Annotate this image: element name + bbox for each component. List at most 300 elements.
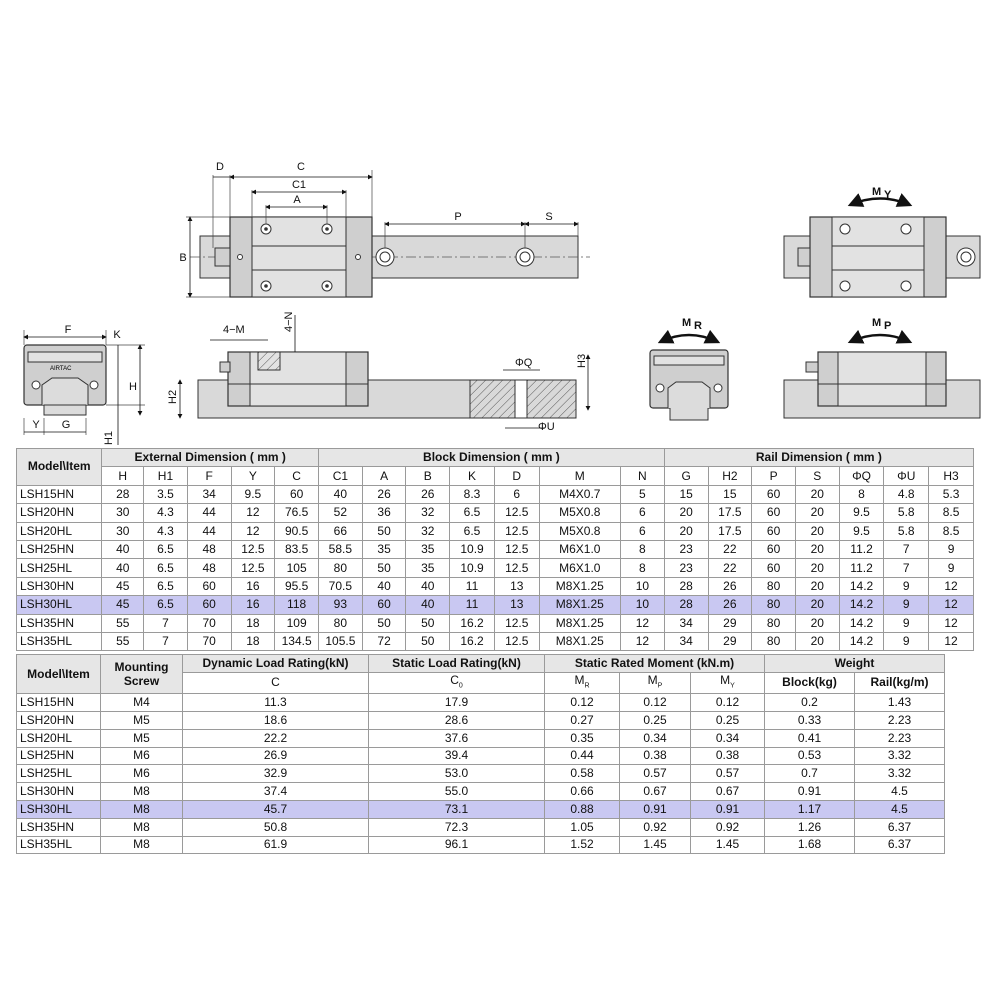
t2-value-cell: 0.66 [545, 783, 620, 801]
t1-value-cell: 12 [231, 522, 275, 540]
t1-value-cell: 80 [752, 577, 796, 595]
t1-value-cell: 40 [362, 577, 406, 595]
t1-value-cell: 60 [752, 540, 796, 558]
t1-value-cell: 11 [450, 577, 495, 595]
t1-value-cell: 20 [664, 522, 708, 540]
t1-value-cell: 12 [929, 614, 974, 632]
t2-model-cell: LSH30HL [17, 800, 101, 818]
t1-value-cell: 50 [362, 559, 406, 577]
t1-value-cell: 60 [752, 559, 796, 577]
t1-value-cell: 9 [929, 540, 974, 558]
t1-value-cell: 105.5 [319, 632, 363, 650]
t1-col-header: K [450, 467, 495, 485]
t1-value-cell: 17.5 [708, 522, 752, 540]
t1-value-cell: 10.9 [450, 559, 495, 577]
t2-value-cell: M8 [101, 783, 183, 801]
t2-model-cell: LSH20HL [17, 729, 101, 747]
front-view-drawing [24, 324, 145, 445]
t1-value-cell: 10.9 [450, 540, 495, 558]
t1-value-cell: 34 [664, 614, 708, 632]
t2-value-cell: 0.92 [620, 818, 691, 836]
t1-value-cell: 60 [752, 522, 796, 540]
t1-value-cell: 72 [362, 632, 406, 650]
t1-value-cell: 29 [708, 632, 752, 650]
t1-model-cell: LSH30HN [17, 577, 102, 595]
t2-value-cell: 2.23 [855, 729, 945, 747]
t2-value-cell: 0.2 [765, 694, 855, 712]
t1-value-cell: 8 [839, 485, 884, 503]
t1-value-cell: 60 [752, 504, 796, 522]
t2-value-cell: 0.25 [620, 711, 691, 729]
t2-value-cell: 0.67 [691, 783, 765, 801]
t2-value-cell: M4 [101, 694, 183, 712]
t1-value-cell: 9 [884, 577, 929, 595]
t1-value-cell: 35 [406, 540, 450, 558]
t1-value-cell: 20 [795, 485, 839, 503]
t1-value-cell: 3.5 [144, 485, 188, 503]
t2-value-cell: 0.38 [620, 747, 691, 765]
t1-model-cell: LSH25HL [17, 559, 102, 577]
t1-value-cell: 14.2 [839, 596, 884, 614]
t1-col-header: H [102, 467, 144, 485]
top-view-drawing [179, 161, 590, 297]
t1-value-cell: 44 [187, 504, 231, 522]
t1-value-cell: 60 [187, 577, 231, 595]
t2-value-cell: 0.25 [691, 711, 765, 729]
t1-value-cell: M6X1.0 [539, 540, 620, 558]
t1-value-cell: 6 [620, 522, 664, 540]
t1-value-cell: M4X0.7 [539, 485, 620, 503]
t1-value-cell: 40 [406, 596, 450, 614]
t1-value-cell: 4.8 [884, 485, 929, 503]
t1-value-cell: 20 [795, 614, 839, 632]
t1-value-cell: 93 [319, 596, 363, 614]
t1-value-cell: 15 [708, 485, 752, 503]
t2-value-cell: 3.32 [855, 747, 945, 765]
t1-value-cell: 8 [620, 559, 664, 577]
t1-value-cell: 29 [708, 614, 752, 632]
t1-value-cell: 60 [752, 485, 796, 503]
t2-value-cell: 45.7 [183, 800, 369, 818]
t2-value-cell: 4.5 [855, 800, 945, 818]
t2-value-cell: 0.67 [620, 783, 691, 801]
t2-value-cell: 61.9 [183, 836, 369, 854]
label-A: A [293, 194, 301, 206]
t1-table-row [17, 540, 974, 558]
t1-value-cell: 48 [187, 559, 231, 577]
label-MY-sub: Y [884, 189, 892, 201]
t1-value-cell: 60 [187, 596, 231, 614]
t1-value-cell: 52 [319, 504, 363, 522]
t1-value-cell: 32 [406, 504, 450, 522]
t1-value-cell: 28 [664, 577, 708, 595]
t1-value-cell: 9 [884, 614, 929, 632]
t1-value-cell: 80 [319, 614, 363, 632]
t2-value-cell: M6 [101, 765, 183, 783]
label-S: S [545, 211, 553, 223]
t1-value-cell: 20 [664, 504, 708, 522]
t1-value-cell: 9.5 [231, 485, 275, 503]
t1-value-cell: 70 [187, 614, 231, 632]
t2-mounting-screw-header: Mounting Screw [101, 655, 183, 694]
t2-sub-rail-kgm: Rail(kg/m) [855, 672, 945, 693]
t1-model-cell: LSH20HL [17, 522, 102, 540]
t1-value-cell: 40 [319, 485, 363, 503]
t2-dynamic-load-header: Dynamic Load Rating(kN) [183, 655, 369, 673]
t1-value-cell: 12 [231, 504, 275, 522]
t2-model-cell: LSH35HN [17, 818, 101, 836]
t1-value-cell: 109 [275, 614, 319, 632]
t2-value-cell: 1.05 [545, 818, 620, 836]
t1-value-cell: 9.5 [839, 522, 884, 540]
t1-value-cell: 35 [406, 559, 450, 577]
label-F: F [64, 324, 72, 336]
label-C: C [297, 161, 305, 173]
t2-value-cell: 1.17 [765, 800, 855, 818]
t1-value-cell: 55 [102, 632, 144, 650]
t2-value-cell: 55.0 [369, 783, 545, 801]
t1-value-cell: 12.5 [494, 540, 539, 558]
label-PhiU: ΦU [538, 421, 555, 433]
t1-value-cell: 5.8 [884, 504, 929, 522]
t2-value-cell: 6.37 [855, 836, 945, 854]
t1-value-cell: 5.8 [884, 522, 929, 540]
t1-external-dimension-header: External Dimension ( mm ) [102, 449, 319, 467]
t1-value-cell: 16 [231, 577, 275, 595]
t1-value-cell: 11 [450, 596, 495, 614]
t1-value-cell: 40 [102, 559, 144, 577]
t1-value-cell: 40 [406, 577, 450, 595]
t1-value-cell: 16.2 [450, 632, 495, 650]
t1-value-cell: 14.2 [839, 577, 884, 595]
t1-table-row [17, 504, 974, 522]
t1-value-cell: 14.2 [839, 614, 884, 632]
t1-value-cell: 12.5 [494, 614, 539, 632]
t2-value-cell: 0.27 [545, 711, 620, 729]
t1-value-cell: M8X1.25 [539, 632, 620, 650]
t2-value-cell: 0.88 [545, 800, 620, 818]
t2-table-row [17, 747, 945, 765]
label-MR-sub: R [694, 320, 702, 332]
t1-table-row [17, 596, 974, 614]
t1-value-cell: 13 [494, 577, 539, 595]
t2-model-cell: LSH35HL [17, 836, 101, 854]
t1-value-cell: 50 [406, 614, 450, 632]
t1-value-cell: 7 [884, 559, 929, 577]
t1-value-cell: 134.5 [275, 632, 319, 650]
t1-value-cell: 5 [620, 485, 664, 503]
t1-value-cell: 34 [664, 632, 708, 650]
t1-value-cell: 28 [102, 485, 144, 503]
t1-value-cell: 76.5 [275, 504, 319, 522]
t1-value-cell: 12.5 [494, 632, 539, 650]
t1-value-cell: 12 [929, 596, 974, 614]
t1-col-header: F [187, 467, 231, 485]
t1-value-cell: 90.5 [275, 522, 319, 540]
t1-value-cell: 7 [144, 632, 188, 650]
t2-sub-my: $M_Y$ [691, 672, 765, 693]
t1-value-cell: 20 [795, 577, 839, 595]
t1-col-header: C1 [319, 467, 363, 485]
t2-value-cell: 11.3 [183, 694, 369, 712]
t1-corner-header: Model\Item [17, 449, 102, 486]
t1-col-header: Y [231, 467, 275, 485]
t1-table-row [17, 485, 974, 503]
label-Y: Y [32, 419, 40, 431]
t1-table-row [17, 559, 974, 577]
t1-value-cell: 80 [752, 596, 796, 614]
t1-value-cell: 12.5 [494, 504, 539, 522]
t1-value-cell: 26 [362, 485, 406, 503]
t1-value-cell: 60 [275, 485, 319, 503]
t1-value-cell: 58.5 [319, 540, 363, 558]
t1-col-header: M [539, 467, 620, 485]
t1-value-cell: 6 [620, 504, 664, 522]
t1-value-cell: M6X1.0 [539, 559, 620, 577]
t1-col-header: H2 [708, 467, 752, 485]
load-rating-table [16, 654, 945, 854]
t1-value-cell: 70 [187, 632, 231, 650]
t1-col-header: ΦQ [839, 467, 884, 485]
t1-value-cell: 12.5 [231, 559, 275, 577]
t1-value-cell: 45 [102, 577, 144, 595]
label-H: H [129, 381, 137, 393]
t1-value-cell: 20 [795, 559, 839, 577]
t2-value-cell: 96.1 [369, 836, 545, 854]
t2-value-cell: 3.32 [855, 765, 945, 783]
t1-value-cell: 4.3 [144, 522, 188, 540]
t1-value-cell: 12 [929, 577, 974, 595]
t2-value-cell: M8 [101, 818, 183, 836]
t1-value-cell: 118 [275, 596, 319, 614]
t2-value-cell: 37.6 [369, 729, 545, 747]
t2-value-cell: 1.45 [620, 836, 691, 854]
t2-value-cell: 50.8 [183, 818, 369, 836]
t1-table-row [17, 614, 974, 632]
t2-value-cell: 0.12 [620, 694, 691, 712]
label-H2: H2 [167, 389, 179, 404]
t1-value-cell: M8X1.25 [539, 596, 620, 614]
label-C1: C1 [291, 179, 307, 191]
t1-value-cell: 20 [795, 596, 839, 614]
t1-value-cell: 11.2 [839, 540, 884, 558]
t2-value-cell: 39.4 [369, 747, 545, 765]
t1-value-cell: 50 [362, 614, 406, 632]
t1-value-cell: 35 [362, 540, 406, 558]
moment-mr-drawing [650, 317, 728, 420]
t1-value-cell: 48 [187, 540, 231, 558]
t1-value-cell: 18 [231, 632, 275, 650]
t1-value-cell: 23 [664, 559, 708, 577]
t2-value-cell: 72.3 [369, 818, 545, 836]
t2-value-cell: M5 [101, 711, 183, 729]
t1-value-cell: 26 [406, 485, 450, 503]
t2-value-cell: 28.6 [369, 711, 545, 729]
t2-value-cell: 0.34 [620, 729, 691, 747]
t1-value-cell: 55 [102, 614, 144, 632]
t1-value-cell: 32 [406, 522, 450, 540]
t1-value-cell: 9 [884, 632, 929, 650]
t2-value-cell: 1.43 [855, 694, 945, 712]
t1-value-cell: 6 [494, 485, 539, 503]
t2-value-cell: 26.9 [183, 747, 369, 765]
t2-value-cell: 0.12 [545, 694, 620, 712]
t1-value-cell: 30 [102, 504, 144, 522]
label-K: K [113, 329, 121, 341]
t1-value-cell: 6.5 [144, 577, 188, 595]
t1-value-cell: 6.5 [144, 596, 188, 614]
t1-value-cell: 80 [752, 614, 796, 632]
t1-value-cell: 9 [929, 559, 974, 577]
t1-value-cell: 16 [231, 596, 275, 614]
t1-value-cell: 13 [494, 596, 539, 614]
t1-value-cell: 8.3 [450, 485, 495, 503]
t2-sub-block-kg: Block(kg) [765, 672, 855, 693]
t2-value-cell: M8 [101, 800, 183, 818]
t1-value-cell: 66 [319, 522, 363, 540]
t1-value-cell: 22 [708, 559, 752, 577]
t1-value-cell: 10 [620, 577, 664, 595]
t2-sub-mr: $M_R$ [545, 672, 620, 693]
t1-col-header: C [275, 467, 319, 485]
t2-value-cell: 37.4 [183, 783, 369, 801]
label-MP-sub: P [884, 320, 892, 332]
t2-value-cell: 0.35 [545, 729, 620, 747]
t1-value-cell: 28 [664, 596, 708, 614]
t1-value-cell: 7 [884, 540, 929, 558]
t1-block-dimension-header: Block Dimension ( mm ) [319, 449, 665, 467]
t2-value-cell: 1.45 [691, 836, 765, 854]
t2-sub-static-c0: $C_0$ [369, 672, 545, 693]
t2-value-cell: 1.52 [545, 836, 620, 854]
t1-value-cell: 11.2 [839, 559, 884, 577]
t1-table-row [17, 632, 974, 650]
t2-table-row [17, 729, 945, 747]
t2-value-cell: 0.12 [691, 694, 765, 712]
t2-value-cell: 0.91 [691, 800, 765, 818]
t2-value-cell: 0.58 [545, 765, 620, 783]
t2-value-cell: 32.9 [183, 765, 369, 783]
t1-value-cell: 22 [708, 540, 752, 558]
t1-value-cell: 4.3 [144, 504, 188, 522]
label-B: B [179, 252, 187, 264]
label-D: D [216, 161, 224, 173]
t1-value-cell: 8.5 [929, 504, 974, 522]
label-H3: H3 [576, 353, 588, 368]
t2-value-cell: 0.53 [765, 747, 855, 765]
t1-table-row [17, 577, 974, 595]
label-MP: M [872, 317, 882, 329]
label-PhiQ: ΦQ [515, 357, 533, 369]
t1-model-cell: LSH20HN [17, 504, 102, 522]
t1-value-cell: 12.5 [494, 522, 539, 540]
t1-model-cell: LSH35HN [17, 614, 102, 632]
t1-value-cell: 60 [362, 596, 406, 614]
t2-static-moment-header: Static Rated Moment (kN.m) [545, 655, 765, 673]
t1-value-cell: 23 [664, 540, 708, 558]
t2-value-cell: 4.5 [855, 783, 945, 801]
t1-col-header: ΦU [884, 467, 929, 485]
t2-value-cell: 73.1 [369, 800, 545, 818]
t2-value-cell: 1.26 [765, 818, 855, 836]
label-G: G [61, 419, 71, 431]
t2-value-cell: 17.9 [369, 694, 545, 712]
t1-value-cell: 6.5 [144, 540, 188, 558]
t1-value-cell: 18 [231, 614, 275, 632]
t1-value-cell: 36 [362, 504, 406, 522]
t1-model-cell: LSH35HL [17, 632, 102, 650]
t2-table-row [17, 800, 945, 818]
t2-value-cell: M8 [101, 836, 183, 854]
t2-sub-dynamic-c: C [183, 672, 369, 693]
t1-table-row [17, 522, 974, 540]
label-H1: H1 [103, 430, 115, 446]
t1-value-cell: 7 [144, 614, 188, 632]
t1-value-cell: 30 [102, 522, 144, 540]
t2-table-row [17, 694, 945, 712]
t1-value-cell: 20 [795, 632, 839, 650]
t1-col-header: P [752, 467, 796, 485]
t1-value-cell: 12.5 [231, 540, 275, 558]
t1-value-cell: 50 [362, 522, 406, 540]
t2-value-cell: M6 [101, 747, 183, 765]
t1-value-cell: 50 [406, 632, 450, 650]
t2-value-cell: 0.41 [765, 729, 855, 747]
t2-value-cell: 2.23 [855, 711, 945, 729]
t1-value-cell: 12 [620, 632, 664, 650]
t1-value-cell: 10 [620, 596, 664, 614]
t2-value-cell: 0.57 [691, 765, 765, 783]
t2-table-row [17, 711, 945, 729]
t2-value-cell: 0.7 [765, 765, 855, 783]
t1-col-header: A [362, 467, 406, 485]
t2-static-load-header: Static Load Rating(kN) [369, 655, 545, 673]
t1-value-cell: 12 [620, 614, 664, 632]
t1-value-cell: 20 [795, 540, 839, 558]
t2-table-row [17, 836, 945, 854]
t1-value-cell: 83.5 [275, 540, 319, 558]
t1-value-cell: 26 [708, 577, 752, 595]
side-view-drawing [167, 311, 588, 433]
moment-my-drawing [784, 186, 980, 297]
moment-mp-drawing [784, 317, 980, 418]
t2-value-cell: M5 [101, 729, 183, 747]
t1-value-cell: 8 [620, 540, 664, 558]
t1-col-header: H3 [929, 467, 974, 485]
t2-model-cell: LSH20HN [17, 711, 101, 729]
t2-weight-header: Weight [765, 655, 945, 673]
t1-value-cell: 34 [187, 485, 231, 503]
t1-value-cell: 105 [275, 559, 319, 577]
t1-value-cell: 40 [102, 540, 144, 558]
t1-col-header: D [494, 467, 539, 485]
t2-value-cell: 1.68 [765, 836, 855, 854]
t2-value-cell: 0.38 [691, 747, 765, 765]
t1-value-cell: M8X1.25 [539, 577, 620, 595]
t1-value-cell: 12 [929, 632, 974, 650]
t2-value-cell: 18.6 [183, 711, 369, 729]
t2-model-cell: LSH30HN [17, 783, 101, 801]
t1-value-cell: 5.3 [929, 485, 974, 503]
block-mark: AIRTAC [50, 366, 72, 372]
label-4N: 4−N [283, 311, 295, 332]
t2-sub-mp: $M_P$ [620, 672, 691, 693]
t1-value-cell: 15 [664, 485, 708, 503]
t2-value-cell: 0.91 [620, 800, 691, 818]
t2-value-cell: 0.91 [765, 783, 855, 801]
t2-value-cell: 6.37 [855, 818, 945, 836]
t1-col-header: S [795, 467, 839, 485]
